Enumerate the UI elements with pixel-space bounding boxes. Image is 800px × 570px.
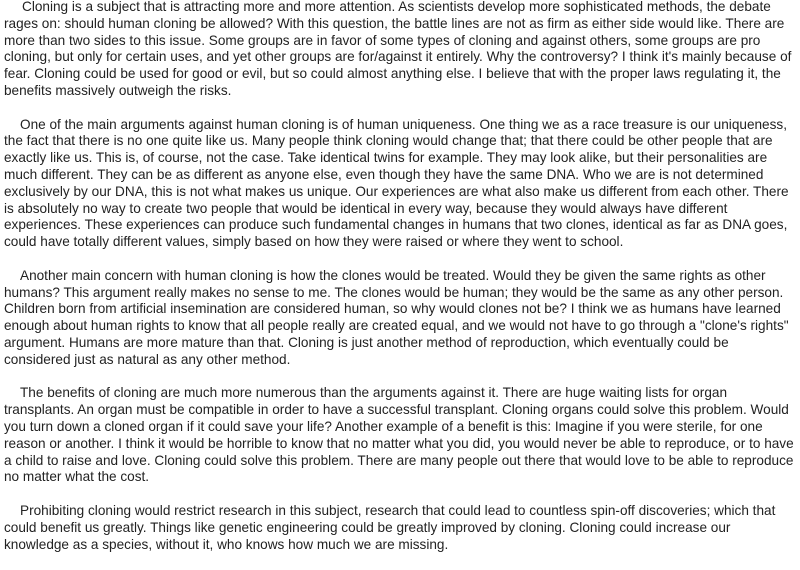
paragraph-intro: Cloning is a subject that is attracting more and more attention. As scientists develop more sophisticated methods, the debate rages on: should human cloning be allowed? With this question, the battle lines are not as firm as either side would like. There are more than two sides to this issue. Some groups are in favor of some types of cloning and against others, some groups are pro cloning, but only for certain uses, and yet other groups are for/against it entirely. Why the controversy? I think it's mainly because of fear. Cloning could be used for good or evil, but so could almost anything else. I believe that with the proper laws regulating it, the benefits massively outweigh the risks. (4, 0, 792, 98)
essay-document (4, 0, 794, 570)
paragraph-clone-rights: Another main concern with human cloning is how the clones would be treated. Would they be given the same rights as other humans? This argument really makes no sense to me. The clones would be human; they would be the same as any other person. Children born from artificial insemination are considered human, so why would clones not be? I think we as humans have learned enough about human rights to know that all people really are created equal, and we would not have to go through a "clone's rights" argument. Humans are more mature than that. Cloning is just another method of reproduction, which eventually could be considered just as natural as any other method. (4, 267, 789, 367)
paragraph-research: Prohibiting cloning would restrict research in this subject, research that could lead to countless spin-off discoveries; which that could benefit us greatly. Things like genetic engineering could be greatly improved by cloning. Cloning could increase our knowledge as a species, without it, who knows how much we are missing. (4, 502, 776, 552)
paragraph-benefits: The benefits of cloning are much more numerous than the arguments against it. There are huge waiting lists for organ transplants. An organ must be compatible in order to have a successful transplant. Cloning organs could solve this problem. Would you turn down a cloned organ if it could save your life? Another example of a benefit is this: Imagine if you were sterile, for one reason or another. I think it would be horrible to know that no matter what you did, you would never be able to reproduce, or to have a child to raise and love. Cloning could solve this problem. There are many people out there that would love to be able to reproduce no matter what the cost. (4, 385, 794, 485)
paragraph-uniqueness: One of the main arguments against human cloning is of human uniqueness. One thing we as a race treasure is our uniqueness, the fact that there is no one quite like us. Many people think cloning would change that; that there could be other people that are exactly like us. This is, of course, not the case. Take identical twins for example. They may look alike, but their personalities are much different. They can be as different as anyone else, even though they have the same DNA. Who we are is not determined exclusively by our DNA, this is not what makes us unique. Our experiences are what also make us different from each other. There is absolutely no way to create two people that would be identical in every way, because they would always have different experiences. These experiences can produce such fundamental changes in humans that two clones, identical as far as DNA goes, could have totally different values, simply based on how they were raised or where they went to school. (4, 116, 789, 250)
